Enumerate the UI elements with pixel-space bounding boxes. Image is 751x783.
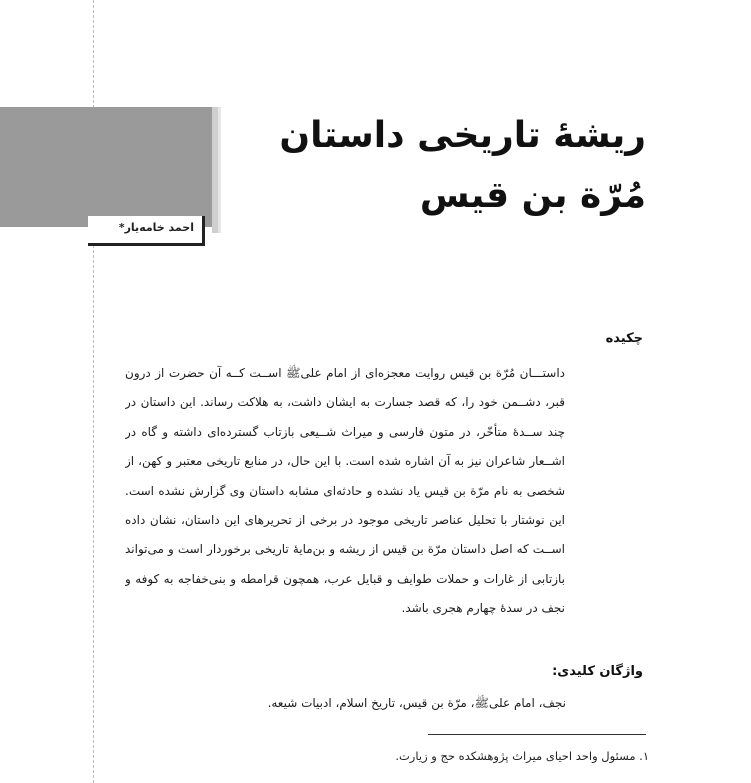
abstract-line: چند ســدهٔ متأخّر، در متون فارسی و میراث شــیعی بازتاب گسترده‌ای داشته و گاه در [125,424,565,439]
abstract-line: داستـــان مُرّة بن قیس روایت معجزه‌ای از امام علی‌ﷺ اســت کــه آن حضرت از درون [125,366,565,380]
author-name: احمد خامه‌یار* [118,221,194,234]
footnote-divider [428,734,646,735]
abstract-line: این نوشتار با تحلیل عناصر تاریخی موجود در برخی از تحریرهای این داستان، نشان داده [125,512,565,527]
article-title-line-2: مُرّة بن قیس [419,175,646,216]
abstract-line: بازتابی از غارات و حملات طوایف و قبایل عرب، همچون قرامطه و بنی‌خفاجه به کوفه و [125,571,565,586]
title-decoration-band [0,107,215,227]
title-decoration-edge-light [218,107,221,233]
abstract-line: اشــعار شاعران نیز به آن اشاره شده است. با این حال، در منابع تاریخی معتبر و کهن، از [125,454,565,469]
article-title-line-1: ریشهٔ تاریخی داستان [279,115,646,156]
abstract-line: شخصی به نام مرّة بن قیس یاد نشده و حادثه‌ای مشابه داستان وی گزارش نشده است. [125,483,565,498]
abstract-line: نجف در سدهٔ چهارم هجری باشد. [401,601,565,616]
abstract-heading: چکیده [605,331,643,346]
abstract-line: اســت که اصل داستان مرّة بن قیس از ریشه و بن‌مایهٔ تاریخی برخوردار است و می‌تواند [125,542,565,557]
keywords-heading: واژگان کلیدی: [552,664,643,679]
abstract-body [125,363,565,628]
abstract-line: قبر، دشــمن خود را، که قصد جسارت به ایشان داشت، به هلاکت رساند. این داستان در [125,395,565,410]
footnote: ۱. مسئول واحد احیای میراث پژوهشکده حج و زیارت. [395,749,649,763]
author-box [88,216,205,246]
keywords-list: نجف، امام علی‌ﷺ، مرّة بن قیس، تاریخ اسلام، ادبیات شیعه. [267,696,566,710]
